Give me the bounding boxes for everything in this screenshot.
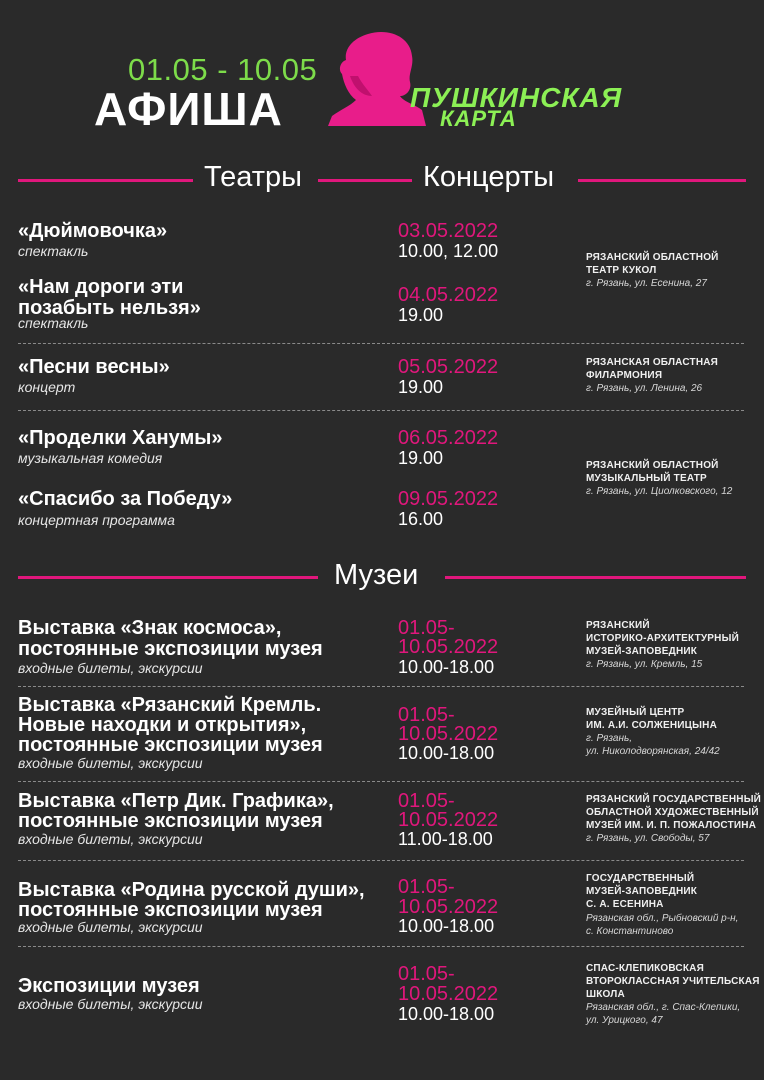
event-title-line1: «Нам дороги эти: [18, 276, 184, 298]
event-date: 06.05.2022: [398, 427, 499, 449]
venue-address: Рязанская обл., Рыбновский р-н, с. Константиново: [586, 913, 739, 937]
event-date: 04.05.2022: [398, 284, 499, 306]
museum-title-line2: постоянные экспозиции музея: [18, 638, 323, 660]
venue-name: РЯЗАНСКИЙ ГОСУДАРСТВЕННЫЙ ОБЛАСТНОЙ ХУДОЖЕСТВЕННЫЙ МУЗЕЙ ИМ. И. П. ПОЖАЛОСТИНА: [586, 794, 762, 831]
museum-title-line1: Выставка «Знак космоса»,: [18, 617, 282, 639]
event-title: «Спасибо за Победу»: [18, 488, 233, 510]
museum-title: Экспозиции музея: [18, 975, 200, 997]
event-title: «Проделки Ханумы»: [18, 427, 223, 449]
event-time: 19.00: [398, 448, 444, 468]
date-range: 01.05 - 10.05: [128, 52, 318, 87]
event-date: 05.05.2022: [398, 356, 499, 378]
event-time: 10.00, 12.00: [398, 241, 499, 261]
event-time: 16.00: [398, 509, 444, 529]
event-type: концертная программа: [18, 512, 175, 528]
row-divider: [18, 410, 744, 411]
museum-note: входные билеты, экскурсии: [18, 755, 203, 771]
logo-text-line1: ПУШКИНСКАЯ: [410, 82, 623, 113]
museum-date-end: 10.05.2022: [398, 896, 499, 918]
row-divider: [18, 860, 744, 861]
row-divider: [18, 946, 744, 947]
museum-note: входные билеты, экскурсии: [18, 831, 203, 847]
museum-date-end: 10.05.2022: [398, 809, 499, 831]
row-divider: [18, 686, 744, 687]
venue-address: г. Рязань, ул. Есенина, 27: [586, 278, 707, 289]
museum-date-start: 01.05-: [398, 790, 455, 812]
venue-name: РЯЗАНСКИЙ ОБЛАСТНОЙ ТЕАТР КУКОЛ: [586, 252, 719, 276]
museum-note: входные билеты, экскурсии: [18, 660, 203, 676]
museum-time: 10.00-18.00: [398, 1004, 495, 1024]
museum-time: 10.00-18.00: [398, 657, 495, 677]
event-type: спектакль: [18, 315, 89, 331]
museum-date-start: 01.05-: [398, 617, 455, 639]
event-type: музыкальная комедия: [18, 450, 163, 466]
museum-title-line2: Новые находки и открытия»,: [18, 714, 307, 736]
section-divider: [445, 576, 746, 579]
venue-address: Рязанская обл., г. Спас-Клепики, ул. Урицкого, 47: [586, 1002, 741, 1026]
event-title: «Дюймовочка»: [18, 220, 168, 242]
event-time: 19.00: [398, 377, 444, 397]
venue-address: г. Рязань, ул. Циолковского, 12: [586, 486, 733, 497]
row-divider: [18, 343, 744, 344]
museum-date-start: 01.05-: [398, 876, 455, 898]
event-title-line2: позабыть нельзя»: [18, 297, 201, 319]
museum-note: входные билеты, экскурсии: [18, 996, 203, 1012]
venue-address: г. Рязань, ул. Ленина, 26: [586, 383, 703, 394]
museum-title-line1: Выставка «Рязанский Кремль.: [18, 694, 322, 716]
museum-time: 11.00-18.00: [398, 829, 493, 849]
event-date: 03.05.2022: [398, 220, 499, 242]
event-title: «Песни весны»: [18, 356, 170, 378]
museum-title-line3: постоянные экспозиции музея: [18, 734, 323, 756]
section-divider: [18, 179, 193, 182]
section-title-museums: Музеи: [334, 559, 419, 591]
section-divider: [18, 576, 318, 579]
event-type: концерт: [18, 379, 76, 395]
section-title-theatres: Театры: [204, 161, 302, 193]
venue-name: РЯЗАНСКИЙ ОБЛАСТНОЙ МУЗЫКАЛЬНЫЙ ТЕАТР: [586, 460, 719, 484]
venue-address: г. Рязань, ул. Свободы, 57: [586, 833, 710, 844]
museum-date-start: 01.05-: [398, 963, 455, 985]
museum-title-line1: Выставка «Родина русской души»,: [18, 879, 365, 901]
venue-name: ГОСУДАРСТВЕННЫЙ МУЗЕЙ-ЗАПОВЕДНИК С. А. ЕСЕНИНА: [586, 873, 698, 910]
museum-time: 10.00-18.00: [398, 743, 495, 763]
event-date: 09.05.2022: [398, 488, 499, 510]
museum-title-line2: постоянные экспозиции музея: [18, 899, 323, 921]
museum-title-line1: Выставка «Петр Дик. Графика»,: [18, 790, 334, 812]
row-divider: [18, 781, 744, 782]
venue-address: г. Рязань, ул. Николодворянская, 24/42: [586, 733, 720, 757]
venue-name: МУЗЕЙНЫЙ ЦЕНТР ИМ. А.И. СОЛЖЕНИЦЫНА: [586, 707, 717, 731]
museum-date-end: 10.05.2022: [398, 983, 499, 1005]
museum-date-end: 10.05.2022: [398, 723, 499, 745]
museum-time: 10.00-18.00: [398, 916, 495, 936]
event-time: 19.00: [398, 305, 444, 325]
section-title-concerts: Концерты: [423, 161, 555, 193]
venue-name: РЯЗАНСКИЙ ИСТОРИКО-АРХИТЕКТУРНЫЙ МУЗЕЙ-ЗАПОВЕДНИК: [586, 620, 739, 657]
section-divider: [578, 179, 746, 182]
venue-name: СПАС-КЛЕПИКОВСКАЯ ВТОРОКЛАССНАЯ УЧИТЕЛЬСКАЯ ШКОЛА: [586, 963, 760, 1000]
event-type: спектакль: [18, 243, 89, 259]
section-divider: [318, 179, 412, 182]
poster-title: АФИША: [94, 83, 283, 135]
museum-date-start: 01.05-: [398, 704, 455, 726]
venue-address: г. Рязань, ул. Кремль, 15: [586, 659, 703, 670]
logo-text-line2: КАРТА: [440, 106, 517, 131]
museum-date-end: 10.05.2022: [398, 636, 499, 658]
museum-note: входные билеты, экскурсии: [18, 919, 203, 935]
venue-name: РЯЗАНСКАЯ ОБЛАСТНАЯ ФИЛАРМОНИЯ: [586, 357, 719, 381]
museum-title-line2: постоянные экспозиции музея: [18, 810, 323, 832]
